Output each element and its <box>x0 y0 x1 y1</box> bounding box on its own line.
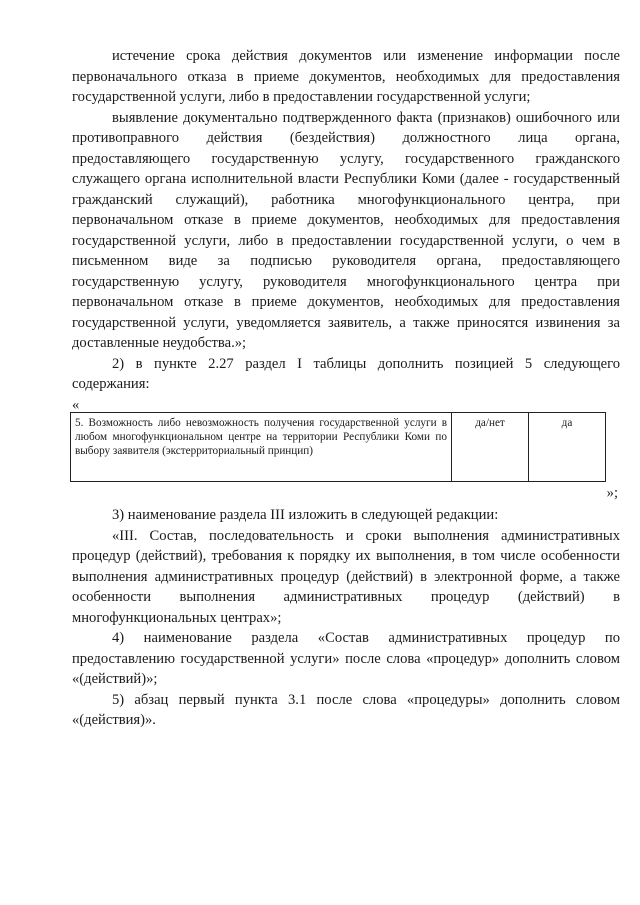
paragraph-section-iii-title: «III. Состав, последовательность и сроки выполнения административных процедур (действий), требования к порядку их выполнения, в том числе особенности выполнения административных процедур (действий) в электронной форме, а также особенности выполнения административных процедур (действий) в многофункциональных центрах»; <box>72 527 620 626</box>
paragraph-expiry: истечение срока действия документов или изменение информации после первоначального отказа в приеме документов, необходимых для предоставления государственной услуги, либо в предоставлении государственной услуги; <box>72 48 620 105</box>
paragraph-item-2: 2) в пункте 2.27 раздел I таблицы дополнить позицией 5 следующего содержания: <box>72 355 620 392</box>
text-block-top <box>72 46 620 395</box>
paragraph-error-detection: выявление документально подтвержденного факта (признаков) ошибочного или противоправного действия (бездействия) должностного лица органа, предоставляющего государственную услугу, государственного гражданского служащего органа исполнительной власти Республики Коми (далее - государственный гражданский служащий), работника многофункционального центра, при первоначальном отказе в приеме документов, необходимых для предоставления государственной услуги, либо в предоставлении государственной услуги, о чем в письменном виде за подписью руководителя органа, предоставляющего государственную услугу, руководителя многофункционального центра при первоначальном отказе в приеме документов, необходимых для предоставления государственной услуги, уведомляется заявитель, а также приносятся извинения за доставленные неудобства.»; <box>72 109 620 351</box>
text-block-bottom <box>72 505 620 731</box>
table-cell-description: 5. Возможность либо невозможность получения государственной услуги в любом многофункциональном центре на территории Республики Коми по выбору заявителя (экстерриториальный принцип) <box>71 413 452 482</box>
paragraph-item-3: 3) наименование раздела III изложить в следующей редакции: <box>112 507 499 523</box>
position-table <box>70 412 606 482</box>
table-cell-option: да/нет <box>452 413 529 482</box>
paragraph-item-5: 5) абзац первый пункта 3.1 после слова «процедуры» дополнить словом «(действия)». <box>72 691 620 728</box>
opening-quote: « <box>72 397 80 413</box>
paragraph-item-4: 4) наименование раздела «Состав административных процедур по предоставлению государственной услуги» после слова «процедур» дополнить словом «(действий)»; <box>72 630 620 687</box>
closing-quote: »; <box>606 485 618 501</box>
table-cell-value: да <box>529 413 606 482</box>
table-row <box>71 413 606 482</box>
